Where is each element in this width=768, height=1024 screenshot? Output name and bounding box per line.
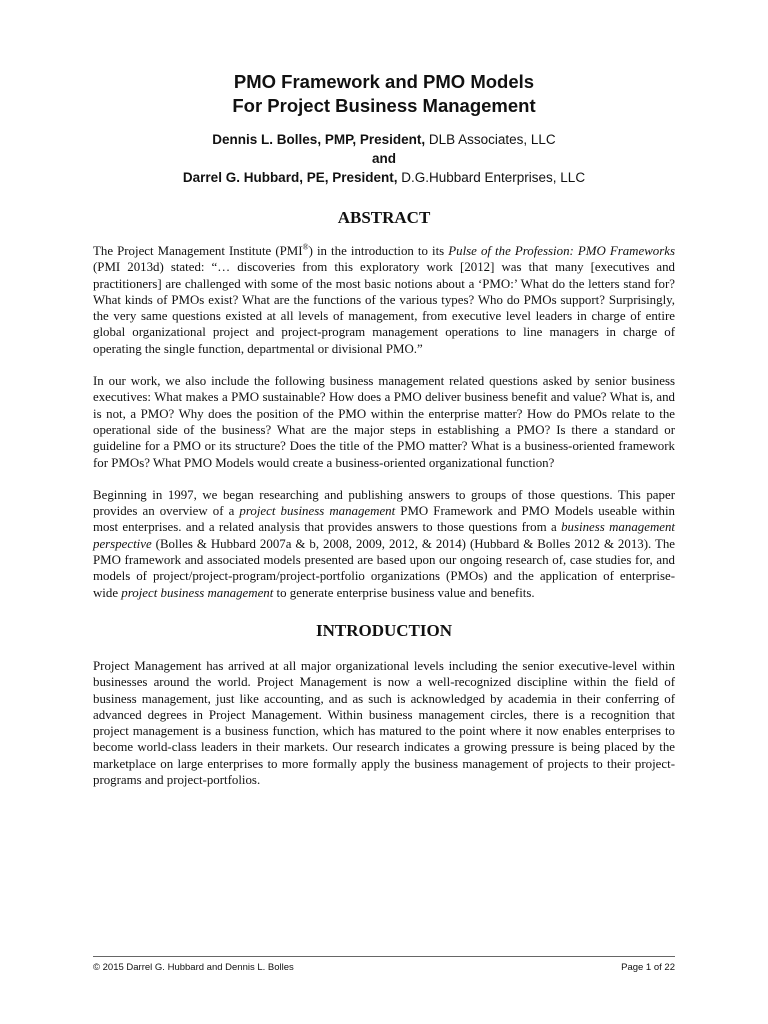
title-line-2: For Project Business Management — [232, 95, 536, 116]
author-2-org: D.G.Hubbard Enterprises, LLC — [397, 170, 586, 185]
author-separator: and — [371, 151, 396, 166]
abstract-paragraph-3: Beginning in 1997, we began researching and publishing answers to groups of those questions. This paper provides an overview of a project business management PMO Framework and PMO Models useable within most enterprises. and a related analysis that provides answers to those questions from a business management perspective (Bolles & Hubbard 2007a & b, 2008, 2009, 2012, & 2014) (Hubbard & Bolles 2012 & 2013). The PMO framework and associated models presented are based upon our ongoing research of, case studies for, and models of project/project-program/project-portfolio organizations (PMOs) and the application of enterprise-wide project business management to generate enterprise business value and benefits. — [93, 487, 675, 600]
author-1 — [93, 130, 675, 149]
author-1-org: DLB Associates, LLC — [425, 132, 556, 147]
author-2 — [93, 168, 675, 187]
registered-mark: ® — [302, 242, 309, 252]
cited-title: Pulse of the Profession: PMO Frameworks — [448, 244, 676, 258]
author-2-name: Darrel G. Hubbard, PE, President, — [182, 170, 398, 185]
title-line-1: PMO Framework and PMO Models — [233, 71, 535, 92]
footer-page-number: Page 1 of 22 — [621, 962, 675, 973]
author-1-name: Dennis L. Bolles, PMP, President, — [212, 132, 426, 147]
footer-copyright: © 2015 Darrel G. Hubbard and Dennis L. Bolles — [93, 962, 294, 973]
abstract-heading: ABSTRACT — [337, 208, 431, 227]
author-block — [93, 130, 675, 187]
paper-title — [93, 70, 675, 118]
paper-page — [93, 70, 675, 788]
abstract-paragraph-1: The Project Management Institute (PMI®) in the introduction to its Pulse of the Profession: PMO Frameworks (PMI 2013d) stated: “… discoveries from this exploratory work [2012] was that many [executives and practitioners] are challenged with some of the most basic notions about a ‘PMO:’ What do the letters stand for? What kinds of PMOs exist? What are the functions of the various types? Who do PMOs support? Surprisingly, the very same questions existed at all levels of management, from executive level leaders in charge of entire global organizational project and project-program management operations to line managers in charge of operating the single function, departmental or divisional PMO.” — [93, 242, 676, 356]
introduction-paragraph-1: Project Management has arrived at all major organizational levels including the senior executive-level within businesses around the world. Project Management is now a well-recognized discipline within the field of business management, just like accounting, and as such is acknowledged by academia in their conferring of advanced degrees in Project Management. Within business management circles, there is a recognition that project management is a business function, which has matured to the point where it now enables enterprises to become world-class leaders in their markets. Our research indicates a growing pressure is being placed by the marketplace on large enterprises to more formally apply the business management of projects to their project-programs and project-portfolios. — [93, 658, 675, 788]
introduction-heading: INTRODUCTION — [315, 620, 453, 640]
abstract-paragraph-2: In our work, we also include the following business management related questions asked by senior business executives: What makes a PMO sustainable? How does a PMO deliver business benefit and value? What is, and is not, a PMO? Why does the position of the PMO within the enterprise matter? How do PMOs relate to the operational side of the business? What are the major steps in establishing a PMO? Is there a standard or guideline for a PMO or its structure? Does the title of the PMO matter? What is a business-oriented framework for PMOs? What PMO Models would create a business-oriented organizational function? — [93, 374, 675, 470]
page-footer — [93, 956, 675, 973]
